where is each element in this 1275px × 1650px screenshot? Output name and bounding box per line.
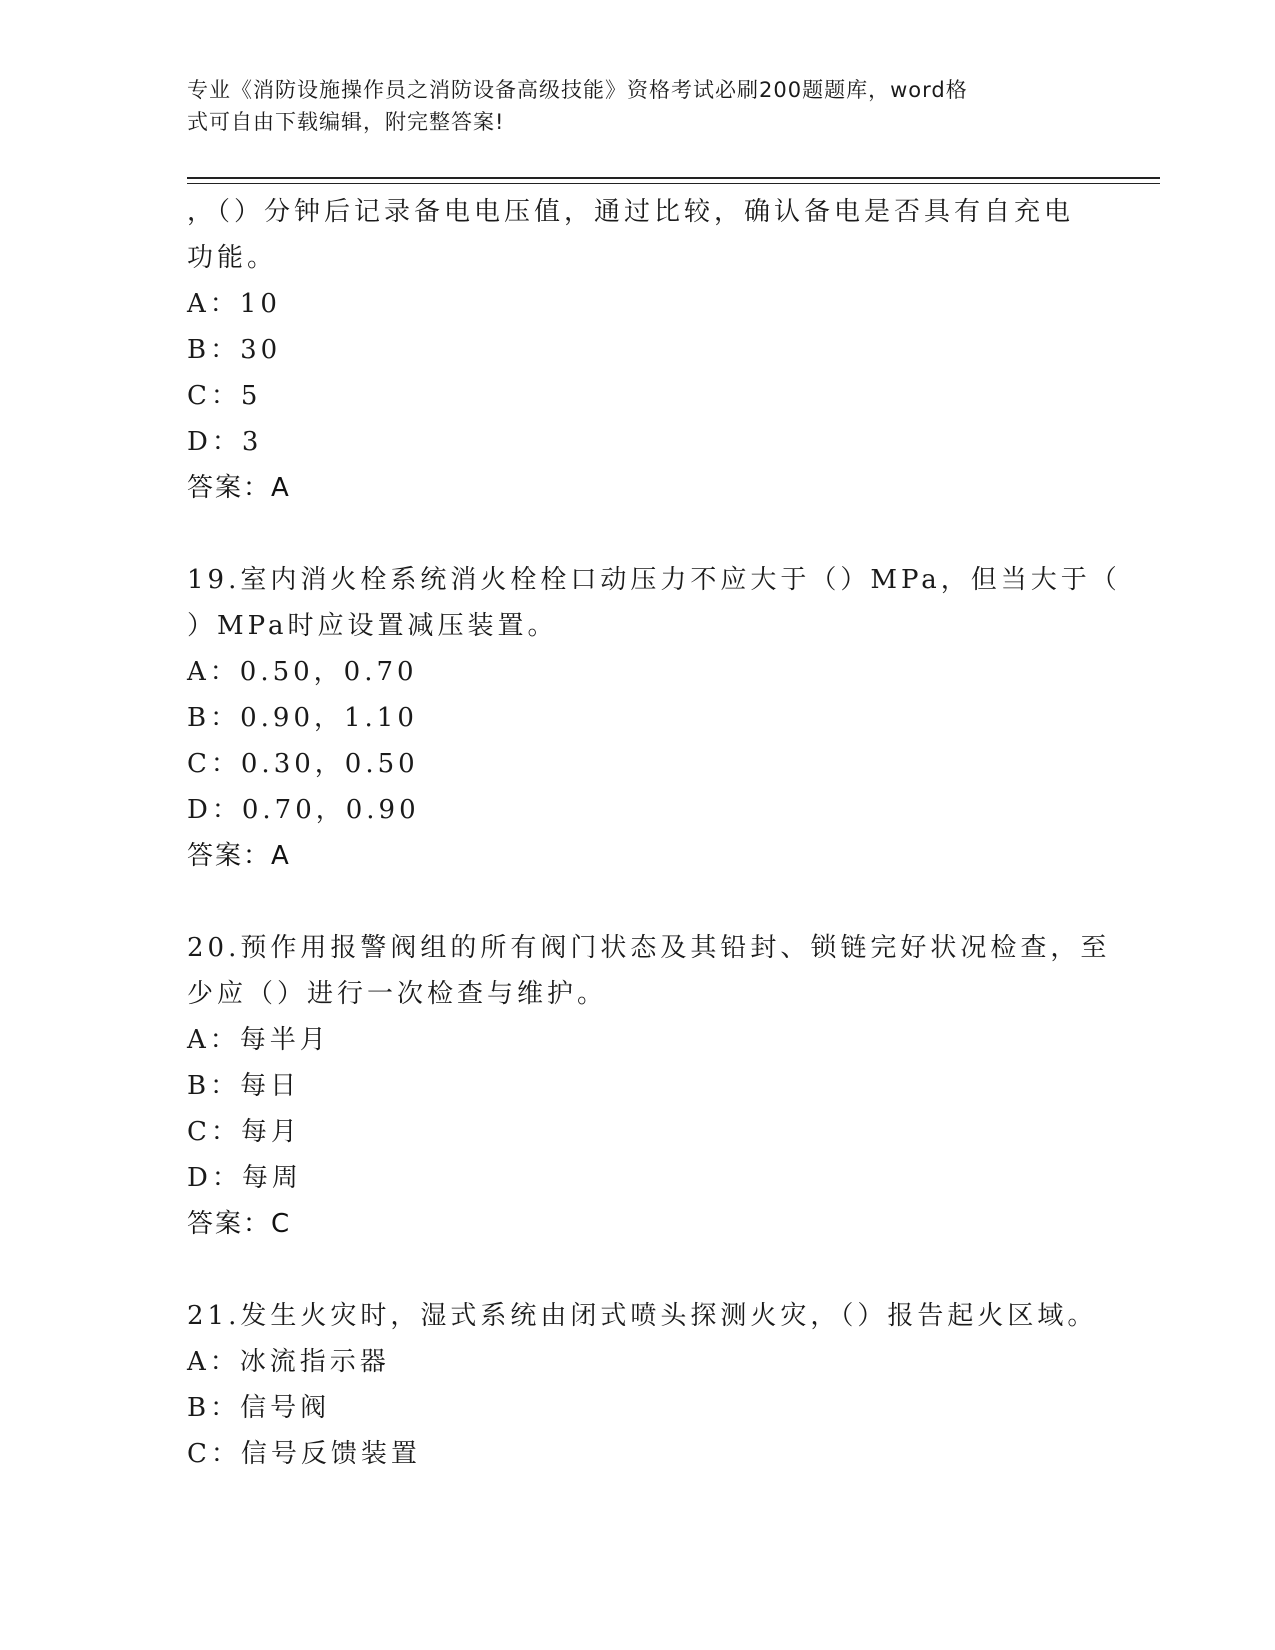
option-b: B：30 [187, 335, 282, 365]
header-line-1: 专业《消防设施操作员之消防设备高级技能》资格考试必刷200题题库，word格 [187, 78, 968, 102]
question-text-line: ）MPa时应设置减压装置。 [187, 611, 558, 641]
option-d: D：每周 [187, 1163, 302, 1193]
question-block [187, 925, 1111, 1247]
option-a: A：0.50，0.70 [187, 657, 418, 687]
option-a: A：每半月 [187, 1025, 330, 1055]
option-a: A：冰流指示器 [187, 1347, 390, 1377]
option-d: D：3 [187, 427, 263, 457]
option-b: B：信号阀 [187, 1393, 331, 1423]
question-text-line: 21.发生火灾时，湿式系统由闭式喷头探测火灾，（）报告起火区域。 [187, 1301, 1098, 1331]
question-list [187, 189, 1121, 1477]
answer-line: 答案：A [187, 841, 291, 871]
question-block [187, 557, 1121, 879]
header-divider-thin [187, 183, 1160, 184]
option-b: B：0.90，1.10 [187, 703, 418, 733]
option-a: A：10 [187, 289, 281, 319]
option-c: C：5 [187, 381, 262, 411]
question-text-line: ，（）分钟后记录备电电压值，通过比较，确认备电是否具有自充电 [187, 197, 1075, 227]
question-text-line: 少应（）进行一次检查与维护。 [187, 979, 608, 1009]
question-text-line: 功能。 [187, 243, 278, 273]
answer-line: 答案：C [187, 1209, 292, 1239]
question-block [187, 189, 1087, 511]
header-line-2: 式可自由下载编辑，附完整答案! [187, 110, 505, 134]
question-text-line: 19.室内消火栓系统消火栓栓口动压力不应大于（）MPa，但当大于（ [187, 565, 1121, 595]
answer-line: 答案：A [187, 473, 291, 503]
header-divider-thick [187, 177, 1160, 179]
question-text-line: 20.预作用报警阀组的所有阀门状态及其铅封、锁链完好状况检查，至 [187, 933, 1111, 963]
option-c: C：信号反馈装置 [187, 1439, 421, 1469]
option-d: D：0.70，0.90 [187, 795, 420, 825]
question-block [187, 1293, 1098, 1477]
option-c: C：0.30，0.50 [187, 749, 419, 779]
option-c: C：每月 [187, 1117, 301, 1147]
option-b: B：每日 [187, 1071, 301, 1101]
document-header [187, 74, 1067, 138]
